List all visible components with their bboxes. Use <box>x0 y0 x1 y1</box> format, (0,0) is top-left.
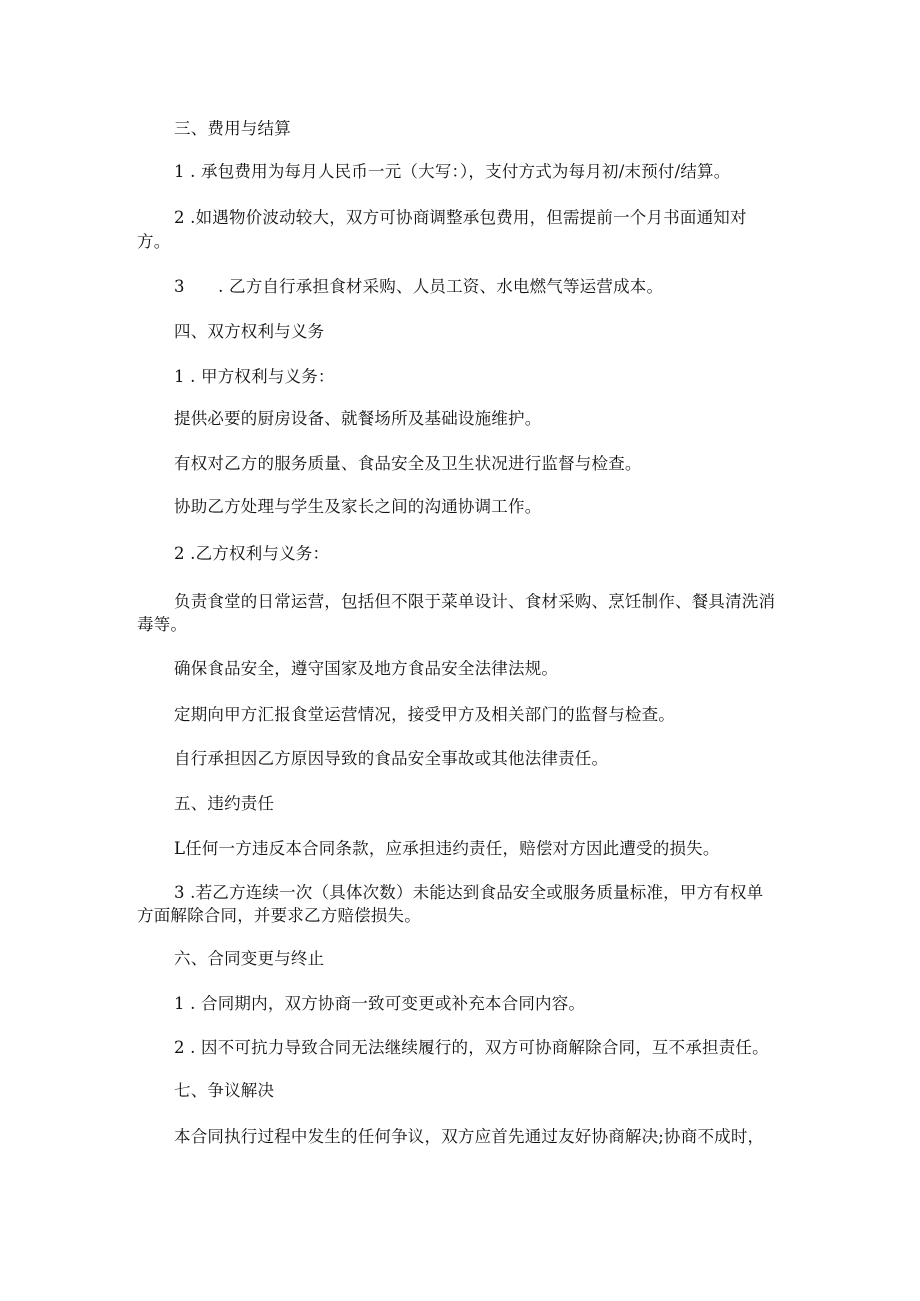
clause-party-b-rights: 2 .乙方权利与义务： <box>174 544 330 563</box>
clause-price-adjustment: 2 .如遇物价波动较大，双方可协商调整承包费用，但需提前一个月书面通知对 <box>174 208 747 227</box>
clause-breach-termination: 3 .若乙方连续一次（具体次数）未能达到食品安全或服务质量标准，甲方有权单 <box>174 883 764 902</box>
clause-party-a-rights: 1 . 甲方权利与义务： <box>174 367 335 386</box>
item-party-b-operations-cont: 毒等。 <box>137 615 188 634</box>
clause-force-majeure: 2 . 因不可抗力导致合同无法继续履行的，双方可协商解除合同，互不承担责任。 <box>174 1038 769 1057</box>
section-heading-breach: 五、违约责任 <box>174 794 275 813</box>
clause-breach-termination-cont: 方面解除合同，并要求乙方赔偿损失。 <box>137 906 421 925</box>
clause-price-adjustment-cont: 方。 <box>137 232 171 251</box>
section-heading-fees: 三、费用与结算 <box>174 119 291 138</box>
clause-contract-change: 1 . 合同期内，双方协商一致可变更或补充本合同内容。 <box>174 994 586 1013</box>
clause-fee-amount: 1 . 承包费用为每月人民币一元（大写：），支付方式为每月初/末预付/结算。 <box>174 162 731 181</box>
item-party-a-coordination: 协助乙方处理与学生及家长之间的沟通协调工作。 <box>174 497 542 516</box>
item-party-b-liability: 自行承担因乙方原因导致的食品安全事故或其他法律责任。 <box>174 749 609 768</box>
clause-dispute-resolution: 本合同执行过程中发生的任何争议，双方应首先通过友好协商解决;协商不成时， <box>174 1127 765 1146</box>
item-party-a-supervision: 有权对乙方的服务质量、食品安全及卫生状况进行监督与检查。 <box>174 454 642 473</box>
item-party-b-food-safety: 确保食品安全，遵守国家及地方食品安全法律法规。 <box>174 659 559 678</box>
section-heading-dispute: 七、争议解决 <box>174 1081 275 1100</box>
item-party-b-operations: 负责食堂的日常运营，包括但不限于菜单设计、食材采购、烹饪制作、餐具清洗消 <box>174 592 776 611</box>
clause-operating-costs: 3 . 乙方自行承担食材采购、人员工资、水电燃气等运营成本。 <box>174 277 664 296</box>
section-heading-rights: 四、双方权利与义务 <box>174 322 325 341</box>
clause-breach-compensation: L任何一方违反本合同条款，应承担违约责任，赔偿对方因此遭受的损失。 <box>174 839 720 858</box>
item-party-a-equipment: 提供必要的厨房设备、就餐场所及基础设施维护。 <box>174 409 542 428</box>
item-party-b-reporting: 定期向甲方汇报食堂运营情况，接受甲方及相关部门的监督与检查。 <box>174 705 675 724</box>
section-heading-change: 六、合同变更与终止 <box>174 949 325 968</box>
